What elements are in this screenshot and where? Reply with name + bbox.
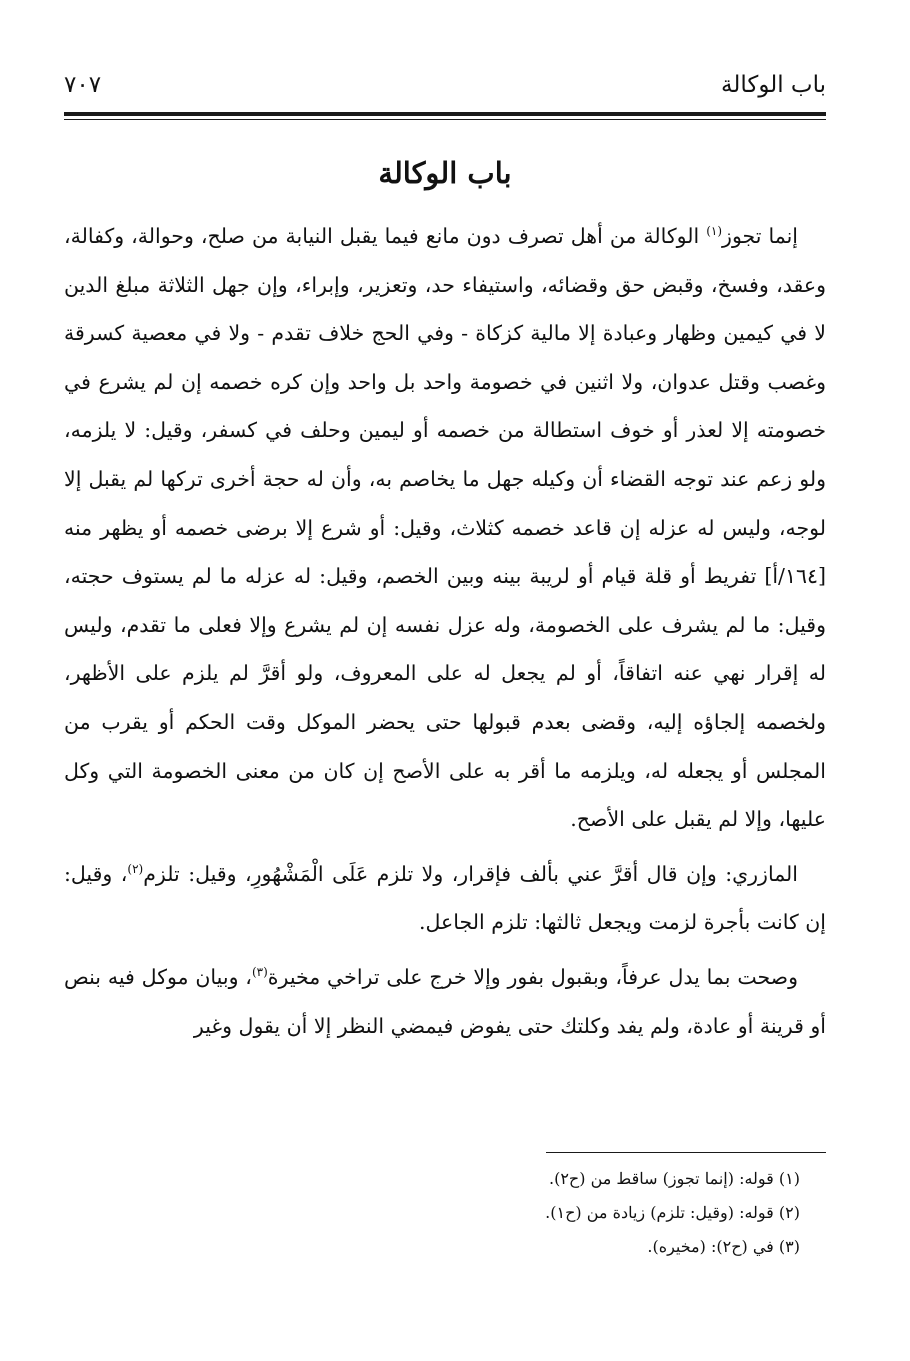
- paragraph: [64, 850, 826, 947]
- paragraph-text: المازري: وإن قال أقرَّ عني بألف فإقرار، ولا تلزم عَلَى الْمَشْهُورِ، وقيل: تلزم: [143, 861, 798, 886]
- footnote-ref: (١): [706, 224, 723, 239]
- paragraph-text: الوكالة من أهل تصرف دون مانع فيما يقبل النيابة من صلح، وحوالة، وكفالة، وعقد، وفسخ، وقبض حق وقضائه، واستيفاء حد، وتعزير، وإبراء، وإن جهل الثلاثة مبلغ الدين لا في كيمين وظهار وعبادة إلا مالية كزكاة - وفي الحج خلاف تقدم - ولا في معصية كسرقة وغصب وقتل عدوان، ولا اثنين في خصومة واحد بل واحد وإن كره خصمه إن لم يشرع في خصومته إلا لعذر أو خوف استطالة من خصمه أو ليمين وحلف في كسفر، وقيل: لا يلزمه، ولو زعم عند توجه القضاء أن وكيله جهل ما يخاصم به، وأن له حجة أخرى تركها لم يقبل إلا لوجه، وليس له عزله إن قاعد خصمه كثلاث، وقيل: أو شرع إلا برضى خصمه أو يظهر منه [١٦٤/أ] تفريط أو قلة قيام أو لريبة بينه وبين الخصم، وقيل: له عزله ما لم يستوف حجته، وقيل: ما لم يشرف على الخصومة، وله عزل نفسه إن لم يشرع وإلا فعلى ما تقدم، وليس له إقرار نهي عنه اتفاقاً، أو لم يجعل له على المعروف، ولو أقرَّ لم يلزم على الأظهر، ولخصمه إلجاؤه إليه، وقضى بعدم قبولها حتى يحضر الموكل وقت الحكم أو يقرب من المجلس أو يجعله له، ويلزمه ما أقر به على الأصح إن كان من معنى الخصومة التي وكل عليها، وإلا لم يقبل على الأصح.: [64, 224, 826, 832]
- body-text: [64, 212, 826, 1050]
- footnote-separator: [546, 1152, 826, 1153]
- page-number: ٧٠٧: [64, 72, 102, 98]
- chapter-title: باب الوكالة: [378, 156, 512, 190]
- footnote: (١) قوله: (إنما تجوز) ساقط من (ح٢).: [549, 1169, 800, 1188]
- paragraph-text: ، وقيل: إن كانت بأجرة لزمت ويجعل ثالثها: تلزم الجاعل.: [64, 861, 826, 935]
- footnote-ref: (٣): [251, 965, 268, 980]
- header-rule-thin: [64, 119, 826, 120]
- footnote-ref: (٢): [127, 861, 144, 876]
- running-title: باب الوكالة: [721, 72, 826, 98]
- header-rule-thick: [64, 112, 826, 116]
- footnote: (٢) قوله: (وقيل: تلزم) زيادة من (ح١).: [545, 1203, 800, 1222]
- paragraph: [64, 212, 826, 844]
- footnotes: [64, 1162, 800, 1264]
- paragraph-text: إنما تجوز: [722, 224, 798, 248]
- paragraph-text: ، وبيان موكل فيه بنص أو قرينة أو عادة، ولم يفد وكلتك حتى يفوض فيمضي النظر إلا أن يقول وغير: [64, 964, 826, 1038]
- footnote: (٣) في (ح٢): (مخيره).: [647, 1237, 800, 1256]
- paragraph-text: وصحت بما يدل عرفاً، وبقبول بفور وإلا خرج على تراخي مخيرة: [267, 964, 798, 989]
- paragraph: [64, 953, 826, 1050]
- running-header: [64, 62, 826, 108]
